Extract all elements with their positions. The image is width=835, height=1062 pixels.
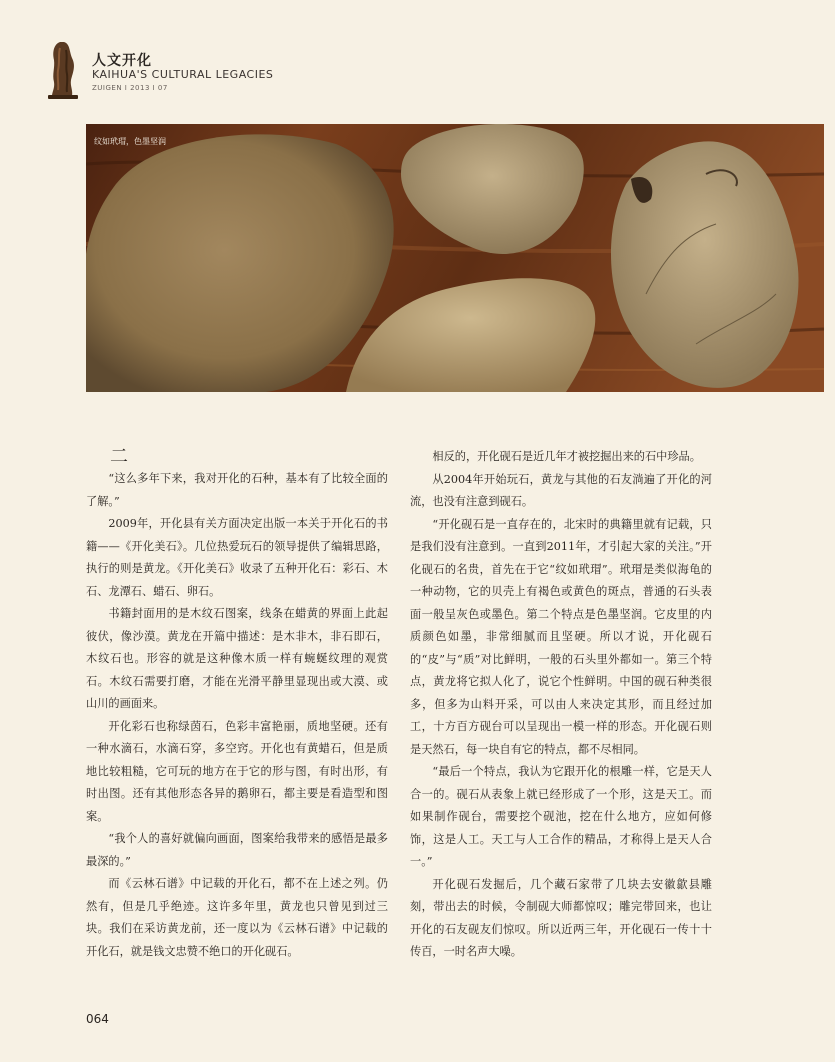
paragraph: “这么多年下来，我对开化的石种，基本有了比较全面的了解。” [86, 472, 388, 508]
paragraph: 书籍封面用的是木纹石图案，线条在蜡黄的界面上此起彼伏，像沙漠。黄龙在开篇中描述：是木非木，非石即石，木纹石也。形容的就是这种像木质一样有蜿蜒纹理的观赏石。木纹石需要打磨，才能在光滑平静里显现出或大漠、或山川的画面来。 [86, 607, 388, 710]
photo-caption: 纹如玳瑁，色墨坚润 [94, 137, 166, 146]
section-number: 二 [110, 446, 128, 467]
paragraph: 从2004年开始玩石，黄龙与其他的石友淌遍了开化的河流，也没有注意到砚石。 [410, 472, 712, 508]
paragraph: 开化彩石也称绿茵石，色彩丰富艳丽，质地坚硬。还有一种水滴石，水滴石穿，多空窍。开化也有黄蜡石，但是质地比较粗糙，它可玩的地方在于它的形与图，有时出形，有时出图。还有其他形态各异的鹅卵石，都主要是看造型和图案。 [86, 719, 388, 823]
root-sculpture-logo-icon [46, 40, 80, 100]
paragraph: “我个人的喜好就偏向画面，图案给我带来的感悟是最多最深的。” [86, 832, 388, 868]
inkstone-photo [86, 124, 824, 392]
paragraph: “开化砚石是一直存在的，北宋时的典籍里就有记载，只是我们没有注意到。一直到2011年，才引起大家的关注。”开化砚石的名贵，首先在于它“纹如玳瑁”。玳瑁是类似海龟的一种动物，它的贝壳上有褐色或黄色的斑点，普通的石头表面一般呈灰色或墨色。第二个特点是色墨坚润。它皮里的内质颜色如墨，非常细腻而且坚硬。所以才说，开化砚石的“皮”与“质”对比鲜明，一般的石头里外都如一。第三个特点，黄龙将它拟人化了，说它个性鲜明。中国的砚石种类很多，但多为山料开采，可以由人来决定其形，而且经过加工，十方百方砚台可以呈现出一模一样的形态。开化砚石则是天然石，每一块自有它的特点，都不尽相同。 [410, 517, 712, 756]
issue-code: ZUIGEN I 2013 I 07 [92, 84, 168, 92]
paragraph: 而《云林石谱》中记载的开化石，都不在上述之列。仍然有，但是几乎绝迹。这许多年里，黄龙也只曾见到过三块。我们在采访黄龙前，还一度以为《云林石谱》中记载的开化石，就是钱文忠赞不绝口的开化砚石。 [86, 877, 388, 958]
paragraph: 相反的，开化砚石是近几年才被挖掘出来的石中珍品。 [432, 450, 701, 463]
section-subtitle: KAIHUA'S CULTURAL LEGACIES [92, 68, 274, 81]
paragraph: 2009年，开化县有关方面决定出版一本关于开化石的书籍——《开化美石》。几位热爱玩石的领导提供了编辑思路，执行的则是黄龙。《开化美石》收录了五种开化石：彩石、木石、龙潭石、蜡石、卵石。 [86, 517, 388, 598]
section-title: 人文开化 [92, 53, 152, 69]
article-column-right [410, 446, 712, 964]
article-column-left [86, 468, 388, 963]
page-number: 064 [86, 1012, 109, 1026]
paragraph: 开化砚石发掘后，几个藏石家带了几块去安徽歙县雕刻，带出去的时候，令制砚大师都惊叹；雕完带回来，也让开化的石友砚友们惊叹。所以近两三年，开化砚石一传十十传百，一时名声大噪。 [410, 877, 712, 958]
paragraph: “最后一个特点，我认为它跟开化的根雕一样，它是天人合一的。砚石从表象上就已经形成了一个形，这是天工。而如果制作砚台，需要挖个砚池，挖在什么地方，应如何修饰，这是人工。天工与人工合作的精品，才称得上是天人合一。” [410, 765, 712, 868]
